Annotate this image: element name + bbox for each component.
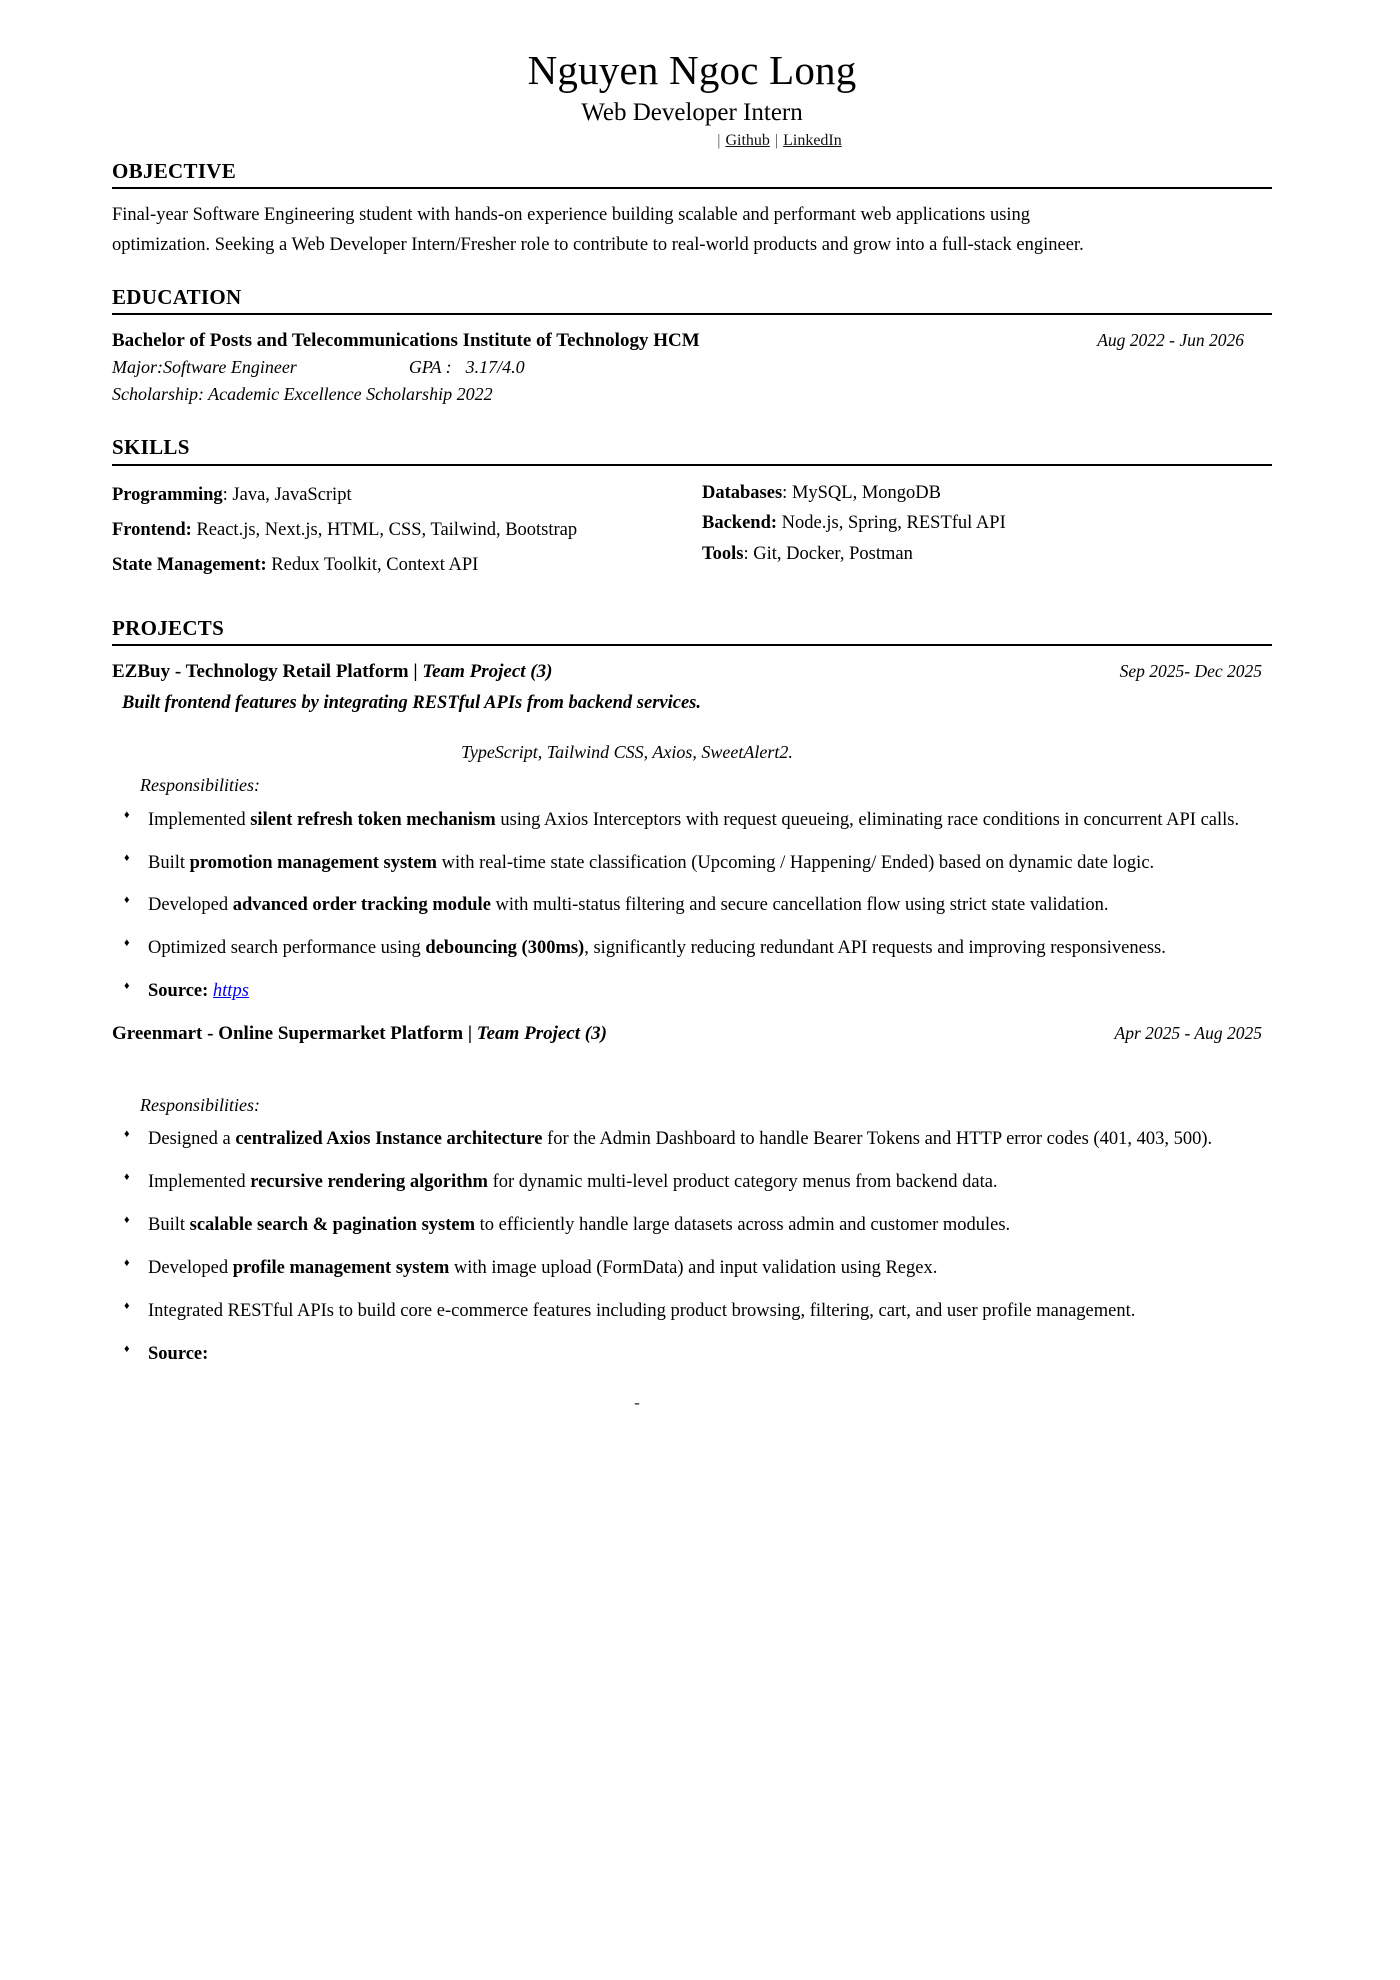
project-name-greenmart: Greenmart - Online Supermarket Platform |: [112, 1023, 477, 1045]
bullet-text-post: with image upload (FormData) and input validation using Regex.: [449, 1257, 938, 1278]
source-label: Source:: [148, 981, 209, 1002]
section-divider-skills: [112, 464, 1272, 466]
bullet-text-highlight: centralized Axios Instance architecture: [235, 1129, 543, 1150]
bullet-text-highlight: debouncing (300ms): [425, 938, 585, 959]
contact-links: [112, 130, 1272, 152]
skill-label-backend: Backend:: [702, 513, 778, 534]
section-title-skills: SKILLS: [112, 435, 190, 460]
bullet-text-highlight: advanced order tracking module: [232, 895, 491, 916]
project-header-greenmart: [112, 1020, 1272, 1049]
section-divider-projects: [112, 644, 1272, 646]
list-item: [112, 934, 1272, 963]
education-gpa-value: 3.17/4.0: [465, 357, 525, 378]
project-stack-ezbuy: TypeScript, Tailwind CSS, Axios, SweetAlert2.: [461, 742, 793, 763]
project-dates-greenmart: Apr 2025 - Aug 2025: [1114, 1023, 1262, 1044]
skills-grid: [112, 478, 1272, 583]
skill-row-tools: [702, 539, 1272, 570]
source-label: Source:: [148, 1343, 209, 1364]
bullet-text-pre: Integrated RESTful APIs to build core e-commerce features including product browsing, filtering, cart, and user profile management.: [148, 1300, 1136, 1321]
section-divider-objective: [112, 187, 1272, 189]
skill-value-state-management: Redux Toolkit, Context API: [266, 554, 479, 575]
skill-label-programming: Programming: [112, 484, 223, 505]
bullet-text-highlight: recursive rendering algorithm: [250, 1172, 488, 1193]
skills-column-left: [112, 478, 702, 583]
section-title-projects: PROJECTS: [112, 615, 225, 640]
skill-value-programming: Java, JavaScript: [227, 484, 352, 505]
skill-label-state-management: State Management:: [112, 554, 267, 575]
link-separator-2: |: [774, 131, 779, 149]
page-title: Nguyen Ngoc Long: [527, 47, 857, 93]
list-item: [112, 806, 1272, 835]
section-education: [112, 286, 1272, 409]
responsibilities-label-ezbuy: Responsibilities:: [140, 774, 260, 795]
project-header-ezbuy: [112, 658, 1272, 687]
bullet-text-pre: Developed: [148, 895, 233, 916]
list-item: [112, 849, 1272, 878]
project-title-greenmart: [112, 1020, 607, 1049]
resume-header: [112, 48, 1272, 152]
list-item: [112, 891, 1272, 920]
bullet-text-pre: Implemented: [148, 1172, 251, 1193]
skill-sep-tools: :: [743, 543, 749, 564]
skill-row-state-management: [112, 548, 702, 583]
skill-label-tools: Tools: [702, 543, 744, 564]
bullet-text-highlight: scalable search & pagination system: [189, 1215, 476, 1236]
skill-row-programming: [112, 478, 702, 513]
bullet-text-highlight: profile management system: [232, 1257, 450, 1278]
list-item: [112, 1211, 1272, 1240]
section-objective: [112, 160, 1272, 260]
section-projects: [112, 617, 1272, 1369]
education-dates: Aug 2022 - Jun 2026: [1097, 329, 1244, 350]
project-tagline-ezbuy: Built frontend features by integrating RESTful APIs from backend services.: [122, 692, 702, 713]
linkedin-link[interactable]: LinkedIn: [783, 131, 842, 149]
list-item-source: [112, 1340, 1272, 1369]
section-skills: [112, 436, 1272, 583]
page-footer-mark: -: [634, 1392, 640, 1412]
bullet-text-pre: Built: [148, 852, 190, 873]
skill-label-frontend: Frontend:: [112, 519, 192, 540]
skill-value-tools: Git, Docker, Postman: [748, 543, 913, 564]
bullet-text-post: with real-time state classification (Upcoming / Happening/ Ended) based on dynamic date logic.: [436, 852, 1155, 873]
project-title-ezbuy: [112, 658, 552, 687]
skill-value-frontend: React.js, Next.js, HTML, CSS, Tailwind, Bootstrap: [191, 519, 578, 540]
skill-value-backend: Node.js, Spring, RESTful API: [777, 513, 1006, 534]
project-dates-ezbuy: Sep 2025- Dec 2025: [1119, 661, 1262, 682]
objective-paragraph-1: Final-year Software Engineering student with hands-on experience building scalable and performant web applications using: [112, 205, 1031, 226]
project-name-ezbuy: EZBuy - Technology Retail Platform |: [112, 661, 423, 683]
bullet-text-post: to efficiently handle large datasets across admin and customer modules.: [475, 1215, 1011, 1236]
education-scholarship: Scholarship: Academic Excellence Scholarship 2022: [112, 384, 493, 405]
education-major: Major:Software Engineer: [112, 357, 297, 378]
bullet-text-post: for the Admin Dashboard to handle Bearer Tokens and HTTP error codes (401, 403, 500).: [542, 1129, 1213, 1150]
project-greenmart: [112, 1020, 1272, 1368]
list-item: [112, 1254, 1272, 1283]
github-link[interactable]: Github: [725, 131, 770, 149]
list-item: [112, 1125, 1272, 1154]
section-title-objective: OBJECTIVE: [112, 159, 237, 184]
bullet-text-pre: Implemented: [148, 809, 251, 830]
project-bullets-greenmart: [112, 1125, 1272, 1368]
education-major-gpa: [112, 354, 1272, 381]
skill-sep-programming: :: [222, 484, 228, 505]
bullet-text-post: , significantly reducing redundant API requests and improving responsiveness.: [584, 938, 1166, 959]
skill-row-databases: [702, 478, 1272, 509]
project-team-ezbuy: Team Project (3): [422, 661, 553, 683]
bullet-text-pre: Developed: [148, 1257, 233, 1278]
skill-value-databases: MySQL, MongoDB: [787, 482, 941, 503]
list-item: [112, 1168, 1272, 1197]
project-ezbuy: [112, 658, 1272, 1006]
bullet-text-highlight: promotion management system: [189, 852, 437, 873]
skills-column-right: [702, 478, 1272, 583]
project-spacer-greenmart: [112, 1049, 1272, 1087]
project-bullets-ezbuy: [112, 806, 1272, 1006]
bullet-text-post: with multi-status filtering and secure cancellation flow using strict state validation.: [490, 895, 1109, 916]
job-title: Web Developer Intern: [581, 98, 803, 126]
skill-sep-databases: :: [782, 482, 788, 503]
objective-paragraph-2: optimization. Seeking a Web Developer Intern/Fresher role to contribute to real-world products and grow into a full-stack engineer.: [112, 234, 1084, 255]
bullet-text-pre: Built: [148, 1215, 190, 1236]
skill-row-frontend: [112, 513, 702, 548]
bullet-text-highlight: silent refresh token mechanism: [250, 809, 496, 830]
skill-label-databases: Databases: [702, 482, 783, 503]
project-team-greenmart: Team Project (3): [476, 1023, 607, 1045]
education-entry: [112, 327, 1272, 355]
link-separator-1: |: [717, 131, 721, 149]
section-divider-education: [112, 313, 1272, 315]
list-item: [112, 1297, 1272, 1326]
list-item-source: [112, 977, 1272, 1006]
bullet-text-post: using Axios Interceptors with request queueing, eliminating race conditions in concurrent API calls.: [495, 809, 1240, 830]
education-gpa-label: GPA :: [408, 357, 452, 378]
bullet-text-pre: Optimized search performance using: [148, 938, 426, 959]
bullet-text-post: for dynamic multi-level product category menus from backend data.: [487, 1172, 998, 1193]
skill-row-backend: [702, 508, 1272, 539]
responsibilities-label-greenmart: Responsibilities:: [140, 1094, 260, 1115]
section-title-education: EDUCATION: [112, 284, 242, 309]
bullet-text-pre: Designed a: [148, 1129, 236, 1150]
education-school: Bachelor of Posts and Telecommunications Institute of Technology HCM: [112, 329, 700, 351]
source-link[interactable]: https: [212, 981, 249, 1002]
